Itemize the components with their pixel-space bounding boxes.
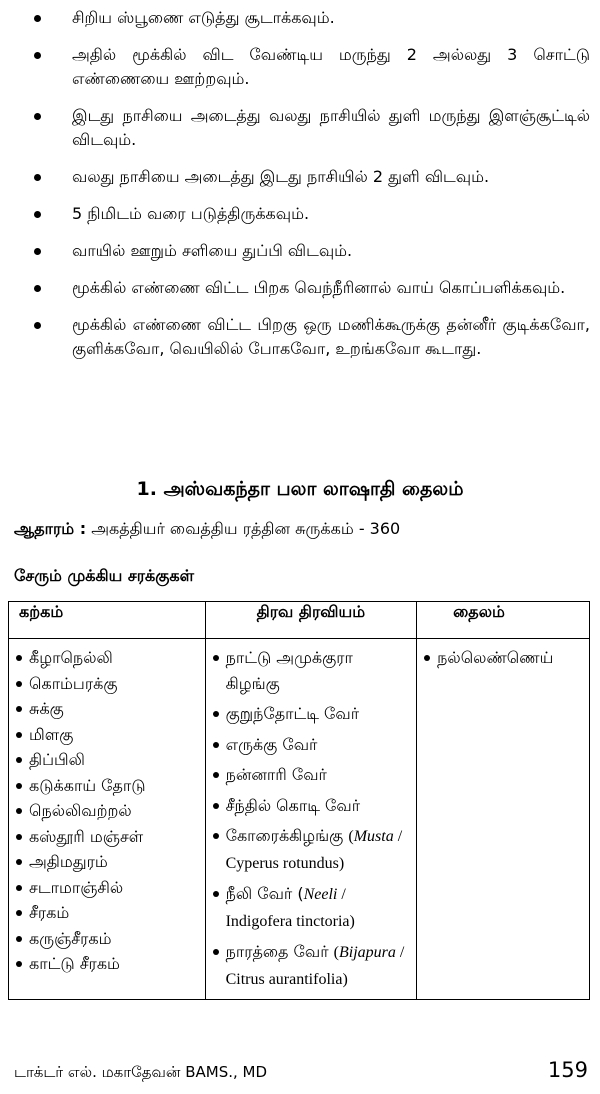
list-item: கீழாநெல்லி bbox=[15, 645, 199, 671]
list-item: சீந்தில் கொடி வேர் bbox=[212, 793, 411, 819]
bullet-icon bbox=[16, 655, 22, 661]
bullet-icon bbox=[34, 174, 41, 181]
bullet-icon bbox=[34, 113, 41, 120]
list-item: சடாமாஞ்சில் bbox=[15, 875, 199, 901]
bullet-icon bbox=[16, 936, 22, 942]
reference-line bbox=[14, 519, 400, 540]
bullet-icon bbox=[16, 885, 22, 891]
list-item: குறுந்தோட்டி வேர் bbox=[212, 701, 411, 727]
table-row bbox=[9, 639, 590, 1000]
bullet-icon bbox=[213, 891, 219, 897]
list-item: சிறிய ஸ்பூணை எடுத்து சூடாக்கவும். bbox=[34, 6, 590, 30]
list-item: வாயில் ஊறும் சளியை துப்பி விடவும். bbox=[34, 239, 590, 263]
ingredients-table bbox=[8, 601, 590, 1000]
bullet-icon bbox=[213, 803, 219, 809]
kalkam-cell bbox=[9, 639, 206, 1000]
bullet-icon bbox=[16, 706, 22, 712]
list-item: மூக்கில் எண்ணை விட்ட பிறக வெந்நீரினால் வாய் கொப்பளிக்கவும். bbox=[34, 276, 590, 300]
instruction-list bbox=[34, 6, 590, 374]
bullet-icon bbox=[424, 655, 430, 661]
list-item: அதில் மூக்கில் விட வேண்டிய மருந்து 2 அல்லது 3 சொட்டு எண்ணையை ஊற்றவும். bbox=[34, 43, 590, 91]
column-header: கற்கம் bbox=[9, 602, 206, 639]
list-item: கடுக்காய் தோடு bbox=[15, 773, 199, 799]
list-item: கருஞ்சீரகம் bbox=[15, 926, 199, 952]
bullet-icon bbox=[16, 910, 22, 916]
bullet-icon bbox=[34, 52, 41, 59]
bullet-icon bbox=[213, 949, 219, 955]
list-item: திப்பிலி bbox=[15, 747, 199, 773]
page-number: 159 bbox=[547, 1058, 588, 1082]
list-item: எருக்கு வேர் bbox=[212, 732, 411, 758]
list-item: வலது நாசியை அடைத்து இடது நாசியில் 2 துளி விடவும். bbox=[34, 165, 590, 189]
list-item: நெல்லிவற்றல் bbox=[15, 798, 199, 824]
bullet-icon bbox=[34, 15, 41, 22]
list-item: மூக்கில் எண்ணை விட்ட பிறகு ஒரு மணிக்கூருக்கு தன்னீர் குடிக்கவோ, குளிக்கவோ, வெயிலில் போகவோ, உறங்கவோ கூடாது. bbox=[34, 313, 590, 361]
list-item: நன்னாரி வேர் bbox=[212, 762, 411, 788]
bullet-icon bbox=[16, 834, 22, 840]
reference-label: ஆதாரம் : bbox=[14, 519, 87, 538]
column-header: தைலம் bbox=[417, 602, 590, 639]
list-item: 5 நிமிடம் வரை படுத்திருக்கவும். bbox=[34, 202, 590, 226]
bullet-icon bbox=[16, 681, 22, 687]
drava-dravyam-cell bbox=[205, 639, 417, 1000]
list-item: அதிமதுரம் bbox=[15, 849, 199, 875]
bullet-icon bbox=[213, 655, 219, 661]
footer-author: டாக்டர் எல். மகாதேவன் BAMS., MD bbox=[14, 1063, 268, 1081]
list-item: நாரத்தை வேர் (Bijapura / Citrus aurantifolia) bbox=[212, 939, 411, 992]
list-item: நீலி வேர் (Neeli / Indigofera tinctoria) bbox=[212, 881, 411, 934]
bullet-icon bbox=[16, 961, 22, 967]
reference-text: அகத்தியர் வைத்திய ரத்தின சுருக்கம் - 360 bbox=[91, 519, 401, 538]
bullet-icon bbox=[34, 285, 41, 292]
list-item: மிளகு bbox=[15, 722, 199, 748]
list-item: கோரைக்கிழங்கு (Musta / Cyperus rotundus) bbox=[212, 823, 411, 876]
bullet-icon bbox=[34, 248, 41, 255]
bullet-icon bbox=[16, 757, 22, 763]
list-item: கஸ்தூரி மஞ்சள் bbox=[15, 824, 199, 850]
bullet-icon bbox=[213, 772, 219, 778]
bullet-icon bbox=[16, 783, 22, 789]
bullet-icon bbox=[213, 833, 219, 839]
bullet-icon bbox=[16, 732, 22, 738]
section-title: 1. அஸ்வகந்தா பலா லாஷாதி தைலம் bbox=[136, 478, 464, 500]
ingredients-heading: சேரும் முக்கிய சரக்குகள் bbox=[14, 566, 195, 585]
list-item: கொம்பரக்கு bbox=[15, 671, 199, 697]
bullet-icon bbox=[213, 711, 219, 717]
bullet-icon bbox=[213, 742, 219, 748]
list-item: சுக்கு bbox=[15, 696, 199, 722]
column-header: திரவ திரவியம் bbox=[205, 602, 417, 639]
table-header-row bbox=[9, 602, 590, 639]
list-item: சீரகம் bbox=[15, 900, 199, 926]
bullet-icon bbox=[34, 322, 41, 329]
thailam-cell bbox=[417, 639, 590, 1000]
list-item: நாட்டு அமுக்குரா கிழங்கு bbox=[212, 645, 411, 696]
list-item: காட்டு சீரகம் bbox=[15, 951, 199, 977]
bullet-icon bbox=[16, 859, 22, 865]
bullet-icon bbox=[34, 211, 41, 218]
list-item: இடது நாசியை அடைத்து வலது நாசியில் துளி மருந்து இளஞ்சூட்டில் விடவும். bbox=[34, 104, 590, 152]
list-item: நல்லெண்ணெய் bbox=[423, 645, 583, 671]
bullet-icon bbox=[16, 808, 22, 814]
